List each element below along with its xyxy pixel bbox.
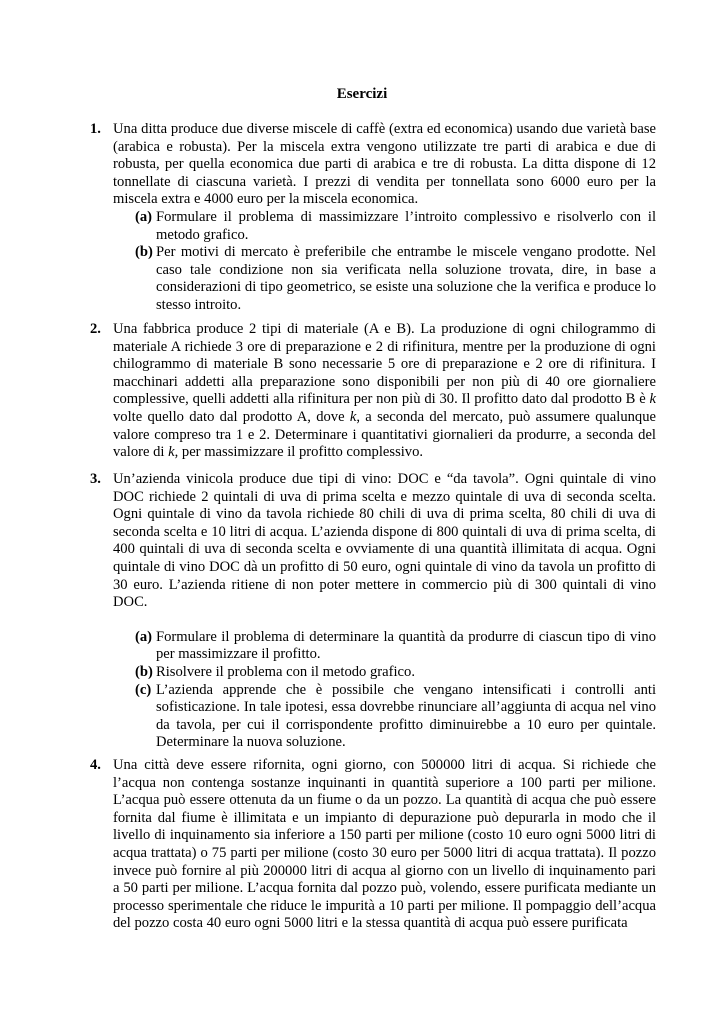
subitem-a: [135, 629, 656, 664]
text-segment: , per massimizzare il profitto complessivo.: [174, 444, 424, 461]
subitem-c: [135, 682, 656, 752]
subitem-text: Per motivi di mercato è preferibile che entrambe le miscele vengano prodotte. Nel caso tale condizione non sia verificata nella soluzione trovata, dire, in base a considerazioni di tipo geometrico, se esiste una soluzione che la verifica e produce lo stesso introito.: [156, 244, 656, 313]
exercise-number: 4.: [90, 757, 101, 773]
exercise-text: Una ditta produce due diverse miscele di caffè (extra ed economica) usando due varietà base (arabica e robusta). Per la miscela extra vengono utilizzate tre parti di arabica e due di robusta, per quella economica due parti di arabica e tre di robusta. La ditta dispone di 12 tonnellate di ciascuna varietà. I prezzi di vendita per tonnellata sono 6000 euro per la miscela extra e 4000 euro per la miscela economica.: [113, 121, 656, 208]
subitem-list: [135, 209, 656, 315]
exercise-1: [90, 121, 656, 315]
exercise-4: [90, 757, 656, 933]
subitem-label: (a): [135, 628, 153, 645]
exercise-number: 1.: [90, 121, 101, 137]
subitem-b: [135, 664, 656, 682]
subitem-a: [135, 209, 656, 244]
exercise-number: 2.: [90, 321, 101, 337]
exercise-2: [90, 321, 656, 462]
subitem-label: (a): [135, 208, 153, 225]
subitem-text: Formulare il problema di massimizzare l’introito complessivo e risolverlo con il metodo grafico.: [156, 208, 656, 243]
subitem-label: (b): [135, 244, 153, 261]
subitem-list: [135, 629, 656, 752]
text-segment: Una fabbrica produce 2 tipi di materiale (A e B). La produzione di ogni chilogrammo di materiale A richiede 3 ore di preparazione e 2 di rifinitura, mentre per la produzione di ogni chilogrammo di materiale B sono necessarie 5 ore di preparazione e 2 ore di rifinitura. I macchinari addetti alla preparazione sono disponibili per non più di 40 ore giornaliere complessive, quelli addetti alla rifinitura per non più di 30. Il profitto dato dal prodotto B è: [113, 321, 656, 408]
variable-k: k: [168, 444, 175, 461]
subitem-label: (c): [135, 681, 152, 698]
subitem-text: L’azienda apprende che è possibile che vengano intensificati i controlli anti sofisticazione. In tale ipotesi, essa dovrebbe rinunciare all’aggiunta di acqua nel vino da tavola, per cui il corrispondente profitto diminuirebbe a 10 euro per quintale. Determinare la nuova soluzione.: [156, 681, 656, 751]
subitem-b: [135, 244, 656, 314]
text-segment: volte quello dato dal prodotto A, dove: [113, 408, 350, 425]
exercise-text: Un’azienda vinicola produce due tipi di vino: DOC e “da tavola”. Ogni quintale di vino DOC richiede 2 quintali di uva di prima scelta e mezzo quintale di uva di seconda scelta. Ogni quintale di vino da tavola richiede 80 chili di uva di prima scelta, 80 chili di uva di seconda scelta e 10 litri di acqua. L’azienda dispone di 800 quintali di uva di prima scelta, di 400 quintali di uva di seconda scelta e ovviamente di una quantità illimitata di acqua. Ogni quintale di vino DOC dà un profitto di 50 euro, ogni quintale di vino da tavola un profitto di 30 euro. L’azienda ritiene di non poter mettere in commercio più di 300 quintali di vino DOC.: [113, 471, 656, 611]
page-title: Esercizi: [336, 86, 388, 102]
variable-k: k: [649, 391, 656, 408]
exercise-text: Una città deve essere rifornita, ogni giorno, con 500000 litri di acqua. Si richiede che l’acqua non contenga sostanze inquinanti in quantità superiore a 100 parti per milione. L’acqua può essere ottenuta da un fiume o da un pozzo. La quantità di acqua che può essere fornita dal fiume è illimitata e un impianto di depurazione può depurarla in modo che il livello di inquinamento sia inferiore a 150 parti per milione (costo 10 euro ogni 5000 litri di acqua trattata) o 75 parti per milione (costo 30 euro per 5000 litri di acqua trattata). Il pozzo invece può fornire al più 200000 litri di acqua al giorno con un livello di inquinamento pari a 50 parti per milione. L’acqua fornita dal pozzo può, volendo, essere purificata mediante un processo sperimentale che riduce le impurità a 10 parti per milione. Il pompaggio dell’acqua del pozzo costa 40 euro ogni 5000 litri e la stessa quantità di acqua può essere purificata: [113, 757, 656, 932]
subitem-text: Formulare il problema di determinare la quantità da produrre di ciascun tipo di vino per massimizzare il profitto.: [156, 628, 656, 663]
exercise-number: 3.: [90, 471, 101, 487]
variable-k: k: [349, 408, 357, 425]
subitem-label: (b): [135, 663, 153, 680]
exercise-3: [90, 471, 656, 752]
text-segment: , a seconda del mercato, può assumere qualunque valore compreso tra 1 e 2. Determinare i quantitativi giornalieri da produrre, a seconda del valore di: [113, 408, 656, 461]
subitem-text: Risolvere il problema con il metodo grafico.: [156, 663, 415, 680]
exercise-text: [113, 321, 656, 462]
